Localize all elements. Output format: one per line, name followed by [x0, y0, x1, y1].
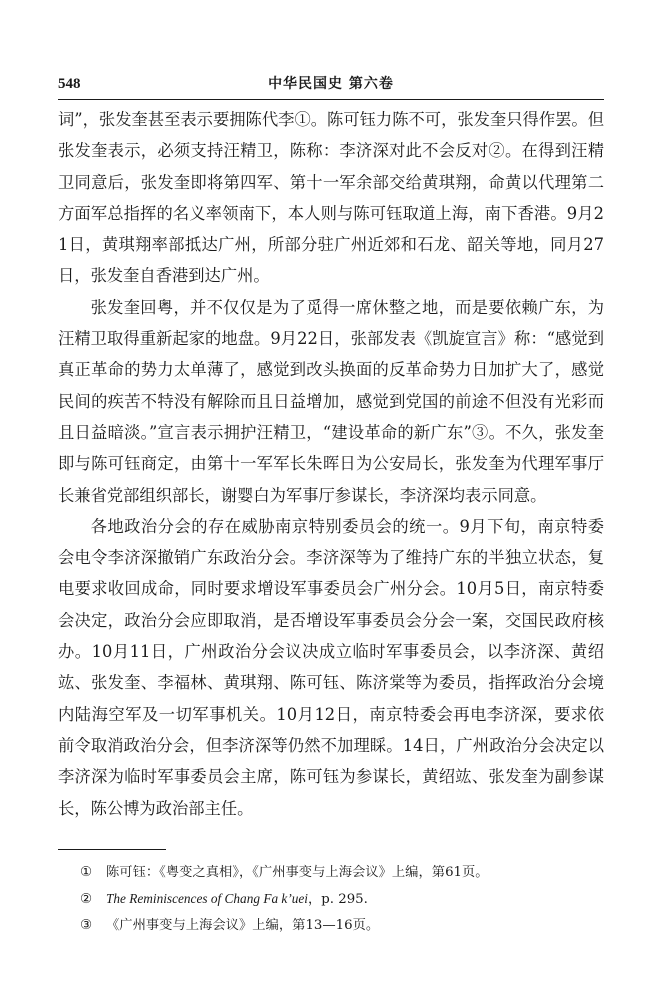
footnote-rule	[58, 849, 166, 850]
running-title: 中华民国史 第六卷	[268, 76, 394, 92]
footnote-1	[80, 860, 600, 886]
footnote-3	[80, 913, 600, 939]
page-number: 548	[58, 76, 81, 92]
footnote-italic-title: The Reminiscences of Chang Fa k’uei	[106, 891, 308, 906]
footnote-mark: ③	[80, 918, 92, 933]
footnote-2	[80, 886, 600, 913]
footnote-text: 《广州事变与上海会议》上编，第13—16页。	[106, 918, 380, 933]
footnote-mark: ①	[80, 865, 92, 880]
footnote-mark: ②	[80, 892, 92, 907]
footnotes	[80, 860, 600, 939]
body-text	[58, 104, 604, 824]
footnote-text	[106, 886, 600, 913]
paragraph-3: 各地政治分会的存在威胁南京特别委员会的统一。9月下旬，南京特委会电令李济深撤销广东政治分会。李济深等为了维持广东的半独立状态，复电要求收回成命，同时要求增设军事委员会广州分会。10月5日，南京特委会决定，政治分会应即取消，是否增设军事委员会分会一案，交国民政府核办。10月11日，广州政治分会议决成立临时军事委员会，以李济深、黄绍竑、张发奎、李福林、黄琪翔、陈可钰、陈济棠等为委员，指挥政治分会境内陆海空军及一切军事机关。10月12日，南京特委会再电李济深，要求依前令取消政治分会，但李济深等仍然不加理睬。14日，广州政治分会决定以李济深为临时军事委员会主席，陈可钰为参谋长，黄绍竑、张发奎为副参谋长，陈公博为政治部主任。	[58, 516, 604, 818]
paragraph-1: 词”，张发奎甚至表示要拥陈代李①。陈可钰力陈不可，张发奎只得作罢。但张发奎表示，必须支持汪精卫，陈称：李济深对此不会反对②。在得到汪精卫同意后，张发奎即将第四军、第十一军余部交给黄琪翔，命黄以代理第二方面军总指挥的名义率领南下，本人则与陈可钰取道上海，南下香港。9月21日，黄琪翔率部抵达广州，所部分驻广州近郊和石龙、韶关等地，同月27日，张发奎自香港到达广州。	[58, 110, 604, 286]
header-rule	[58, 99, 604, 100]
footnote-citation: ，p. 295.	[308, 892, 368, 907]
page-header	[58, 74, 604, 96]
footnote-text: 陈可钰：《粤变之真相》，《广州事变与上海会议》上编，第61页。	[106, 865, 489, 880]
paragraph-2: 张发奎回粤，并不仅仅是为了觅得一席休整之地，而是要依赖广东，为汪精卫取得重新起家的地盘。9月22日，张部发表《凯旋宣言》称：“感觉到真正革命的势力太单薄了，感觉到改头换面的反革命势力日加扩大了，感觉民间的疾苦不特没有解除而且日益增加，感觉到党国的前途不但没有光彩而且日益暗淡。”宣言表示拥护汪精卫，“建设革命的新广东”③。不久，张发奎即与陈可钰商定，由第十一军军长朱晖日为公安局长，张发奎为代理军事厅长兼省党部组织部长，谢婴白为军事厅参谋长，李济深均表示同意。	[58, 297, 604, 505]
